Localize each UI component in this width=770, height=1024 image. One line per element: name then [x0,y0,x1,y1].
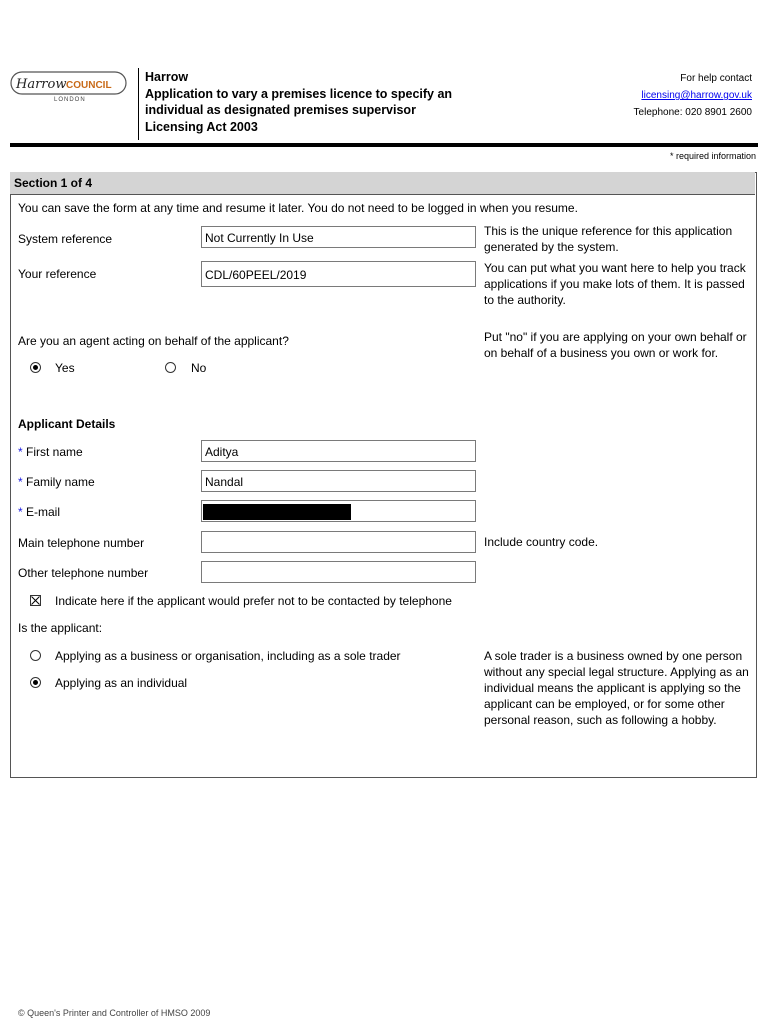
title-line-2: individual as designated premises supervisor [145,103,416,117]
section-intro: You can save the form at any time and resume it later. You do not need to be logged in when you resume. [18,201,578,215]
main-phone-note: Include country code. [484,535,599,549]
svg-text:COUNCIL: COUNCIL [66,80,112,91]
help-phone: Telephone: 020 8901 2600 [633,107,752,118]
main-phone-label: Main telephone number [18,536,145,550]
help-contact [634,70,752,121]
required-info-note: * required information [669,151,756,161]
email-label [18,504,60,520]
other-phone-field[interactable] [201,561,476,583]
agent-question: Are you an agent acting on behalf of the applicant? [18,334,289,348]
system-reference-note: This is the unique reference for this application generated by the system. [484,224,733,254]
family-name-text: Family name [26,475,95,489]
council-name: Harrow [145,70,189,84]
header-divider [10,143,758,147]
your-reference-field[interactable]: CDL/60PEEL/2019 [201,261,476,287]
check-cross-icon [31,596,40,605]
email-field[interactable] [201,500,476,522]
agent-yes-label: Yes [55,361,75,375]
copyright-footer: © Queen's Printer and Controller of HMSO 2009 [18,1008,211,1018]
title-line-1: Application to vary a premises licence to specify an [145,86,453,101]
system-reference-label: System reference [18,232,113,246]
help-email-link[interactable]: licensing@harrow.gov.uk [641,90,752,101]
family-name-field[interactable]: Nandal [201,470,476,492]
business-option-label: Applying as a business or organisation, including as a sole trader [55,649,401,663]
first-name-label [18,444,83,460]
your-reference-note: You can put what you want here to help you track applications if you make lots of them. It is passed to the authority. [484,261,746,307]
applicant-details-heading: Applicant Details [18,417,116,431]
required-star: * [18,475,23,489]
svg-text:LONDON: LONDON [54,97,86,103]
no-phone-contact-label: Indicate here if the applicant would prefer not to be contacted by telephone [55,594,452,608]
first-name-text: First name [26,445,83,459]
main-phone-field[interactable] [201,531,476,553]
help-label: For help contact [680,73,752,84]
section-title: Section 1 of 4 [14,176,93,190]
title-line-3: Licensing Act 2003 [145,119,258,134]
no-phone-contact-checkbox[interactable] [30,595,41,606]
agent-yes-radio[interactable] [30,362,41,373]
email-redaction [203,504,351,520]
first-name-field[interactable]: Aditya [201,440,476,462]
business-radio[interactable] [30,650,41,661]
family-name-label [18,474,95,490]
other-phone-label: Other telephone number [18,566,149,580]
council-logo [10,70,128,104]
required-star: * [18,445,23,459]
agent-note: Put "no" if you are applying on your own behalf or on behalf of a business you own or work for. [484,330,747,360]
required-star: * [18,505,23,519]
form-title [145,69,505,135]
system-reference-field[interactable]: Not Currently In Use [201,226,476,248]
applicant-type-note: A sole trader is a business owned by one person without any special legal structure. Applying as an individual means the applicant is applying so the applicant can be employed, or for some other personal reason, such as following a hobby. [484,649,749,727]
individual-radio[interactable] [30,677,41,688]
section-header [10,172,755,195]
your-reference-label: Your reference [18,267,97,281]
agent-no-radio[interactable] [165,362,176,373]
svg-text:Harrow: Harrow [16,77,67,92]
agent-no-label: No [191,361,207,375]
email-text: E-mail [26,505,61,519]
individual-option-label: Applying as an individual [55,676,188,690]
applicant-type-question: Is the applicant: [18,621,103,635]
